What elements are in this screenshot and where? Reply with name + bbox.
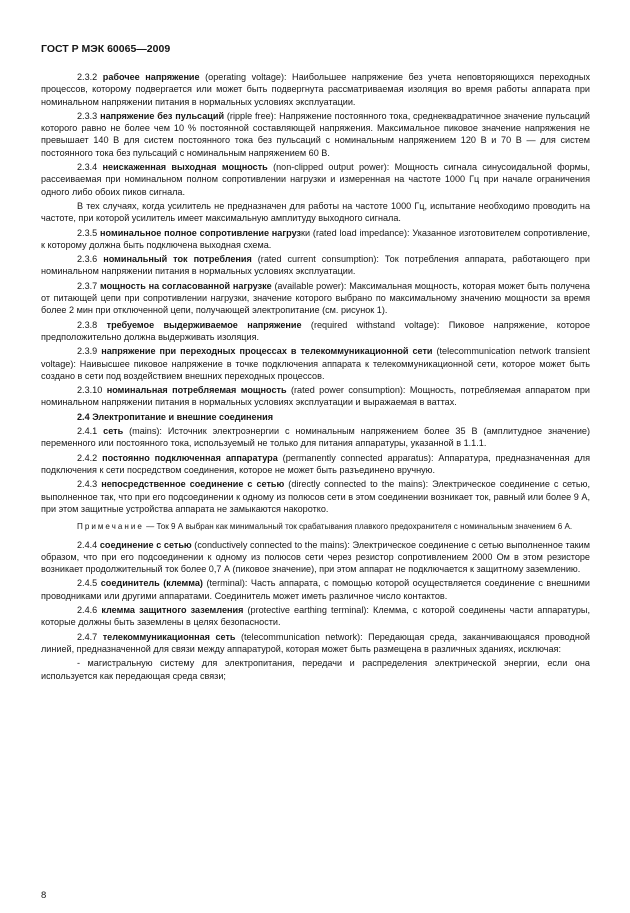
note: [41, 521, 590, 533]
clause-body: В тех случаях, когда усилитель не предназначен для работы на частоте 1000 Гц, испытание необходимо проводить на частоте, при которой усилитель имеет максимальную амплитуду выходного сигнала.: [41, 200, 590, 224]
clause-body: (protective earthing terminal): Клемма, с которой соединены части аппаратуры, которые должны быть заземлены в целях безопасности.: [41, 605, 590, 628]
clause-term: соединитель (клемма): [100, 578, 203, 589]
clause-number: 2.3.2: [77, 72, 98, 82]
clause-body: (directly connected to the mains): Электрическое соединение с сетью, выполненное так, что при его подсоединении к одному из полюсов сети в этом соединении возникает ток, равный или более 9 А, при этом защитные устройства аппарата не замыкаются накоротко.: [41, 479, 590, 514]
clause-paragraph: [41, 604, 590, 629]
clause-term: напряжение без пульсаций: [100, 110, 225, 121]
clause-term: мощность на согласованной нагрузке: [99, 280, 272, 291]
document-page: [41, 43, 590, 684]
clause-body: (required withstand voltage): Пиковое напряжение, которое предположительно должна выдерживать изоляция.: [41, 319, 590, 342]
clause-term: соединение с сетью: [99, 539, 192, 550]
clauses-2-4-a: [41, 425, 590, 515]
clause-number: 2.4.6: [77, 605, 98, 616]
clause-number: 2.3.4: [77, 162, 98, 173]
clause-body: (ripple free): Напряжение постоянного тока, среднеквадратичное значение пульсаций которого равно не более чем 10 % постоянной составляющей напряжения. Максимальное пиковое значение напряжения не превышает 140 В для систем постоянного тока без пульсаций с номинальным напряжением 120 В и 70 В — для систем постоянного тока без пульсаций с номинальным напряжением 60 В.: [41, 110, 590, 158]
clause-body: - магистральную систему для электропитания, передачи и распределения электрической энергии, если она используется как передающая среда связи;: [41, 658, 590, 681]
clause-paragraph: [41, 110, 590, 159]
clause-paragraph: [41, 253, 590, 278]
note-text: — Ток 9 А выбран как минимальный ток срабатывания плавкого предохранителя с номинальным значением 6 А.: [143, 522, 573, 532]
clause-number: 2.4.7: [77, 631, 98, 642]
clause-body: (permanently connected apparatus): Аппаратура, предназначенная для подключения к сети посредством соединения, которое не может быть разъединено вручную.: [41, 452, 591, 475]
clause-body: (operating voltage): Наибольшее напряжение без учета неповторяющихся переходных процессов, которому подвергается или может быть подвергнута рассматриваемая изоляция во время работы аппарата при номинальном напряжении питания в нормальных условиях эксплуатации.: [41, 72, 591, 107]
clause-number: 2.4.3: [77, 479, 98, 490]
clause-body: (rated power consumption): Мощность, потребляемая аппаратом при номинальном напряжении питания в нормальных условиях эксплуатации и выражаемая в ваттах.: [41, 385, 590, 408]
clause-number: 2.4.1: [77, 426, 98, 437]
page-number: 8: [41, 890, 47, 901]
clause-paragraph: [41, 657, 590, 682]
clause-number: 2.3.3: [77, 110, 98, 121]
clause-paragraph: [41, 280, 590, 317]
clause-paragraph: [41, 577, 590, 602]
clause-paragraph: [41, 227, 590, 252]
clause-paragraph: [41, 631, 590, 656]
clause-paragraph: [41, 539, 590, 576]
clause-paragraph: [41, 71, 590, 108]
clause-term: клемма защитного заземления: [101, 605, 244, 616]
clause-number: 2.3.8: [77, 319, 98, 330]
clause-number: 2.4.4: [77, 539, 98, 550]
clause-body: (telecommunication network transient voltage): Наивысшее пиковое напряжение в точке подключения аппарата к телекоммуникационной сети, которое может быть создано в сети под воздействием внешних переходных процессов.: [41, 346, 590, 381]
clauses-2-3: [41, 71, 590, 409]
clause-paragraph: [41, 200, 590, 225]
clause-body: (non-clipped output power): Мощность сигнала синусоидальной формы, рассеиваемая при номинальном полном сопротивлении нагрузки и измеренная на частоте 1000 Гц при начале ограничения одного либо обоих пиков сигнала.: [41, 162, 590, 197]
clause-term: напряжение при переходных процессах в телекоммуникационной сети: [101, 346, 433, 357]
section-number: 2.4: [77, 411, 90, 422]
clause-paragraph: [41, 384, 590, 409]
clause-term: рабочее напряжение: [102, 72, 200, 82]
clause-term: телекоммуникационная сеть: [102, 631, 236, 642]
clause-term: непосредственное соединение с сетью: [101, 479, 285, 490]
clause-paragraph: [41, 161, 590, 198]
clause-term: сеть: [103, 426, 124, 437]
clause-term: номинальный ток потребления: [103, 254, 252, 265]
clause-body: (terminal): Часть аппарата, с помощью которой осуществляется соединение с внешними проводниками или другими аппаратами. Соединитель может иметь различное число контактов.: [41, 578, 591, 601]
clause-term: неискаженная выходная мощность: [102, 162, 268, 173]
clause-body: ки (rated load impedance): Указанное изготовителем сопротивление, к которому должна быть подключена выходная схема.: [41, 227, 591, 250]
clause-term: требуемое выдерживаемое напряжение: [106, 319, 302, 330]
clause-body: (available power): Максимальная мощность, которая может быть получена от питающей цепи при сопротивлении нагрузки, значение которого выбрано по максимальному значению мощности за время более 2 мин при отключенной цепи, получающей электропитание (см. рисунок 1).: [41, 280, 590, 316]
clause-paragraph: [41, 425, 590, 450]
note-label: Примечание: [77, 522, 144, 532]
clause-number: 2.4.2: [77, 452, 98, 463]
clause-body: (mains): Источник электроэнергии с номинальным напряжением более 35 В (амплитудное значение) переменного или постоянного тока, используемый не только для питания аппаратуры, указанной в 1.1.1.: [41, 426, 590, 449]
clause-number: 2.3.6: [77, 254, 98, 265]
clause-paragraph: [41, 319, 590, 344]
clause-number: 2.3.5: [77, 227, 98, 238]
clause-number: 2.3.10: [77, 385, 103, 396]
clause-term: номинальная потребляемая мощность: [106, 385, 287, 396]
clause-paragraph: [41, 345, 590, 382]
document-header: ГОСТ Р МЭК 60065—2009: [41, 43, 171, 55]
clause-term: номинальное полное сопротивление нагруз: [100, 227, 302, 238]
clause-term: постоянно подключенная аппаратура: [102, 452, 278, 463]
clause-paragraph: [41, 452, 590, 477]
clause-body: (conductively connected to the mains): Электрическое соединение с сетью выполненное таким образом, что при его подсоединении к одному из полюсов сети через резистор сопротивлением 2000 Ом в этом резисторе возникает продолжительный ток более 0,7 А (пиковое значение), при этом аппарат не подключается к защитному заземлению.: [41, 539, 590, 575]
clause-number: 2.3.9: [77, 346, 98, 357]
clause-body: (telecommunication network): Передающая среда, заканчивающаяся проводной линией, предназначенной для связи между аппаратурой, которая может быть размещена в различных зданиях, исключая:: [41, 631, 591, 654]
clause-body: (rated current consumption): Ток потребления аппарата, работающего при номинальном напряжении питания в нормальных условиях эксплуатации.: [41, 254, 590, 277]
clause-number: 2.3.7: [77, 280, 98, 291]
clauses-2-4-b: [41, 539, 590, 682]
section-title: Электропитание и внешние соединения: [92, 411, 273, 422]
clause-paragraph: [41, 478, 590, 515]
section-heading: [41, 411, 590, 423]
clause-number: 2.4.5: [77, 578, 98, 589]
